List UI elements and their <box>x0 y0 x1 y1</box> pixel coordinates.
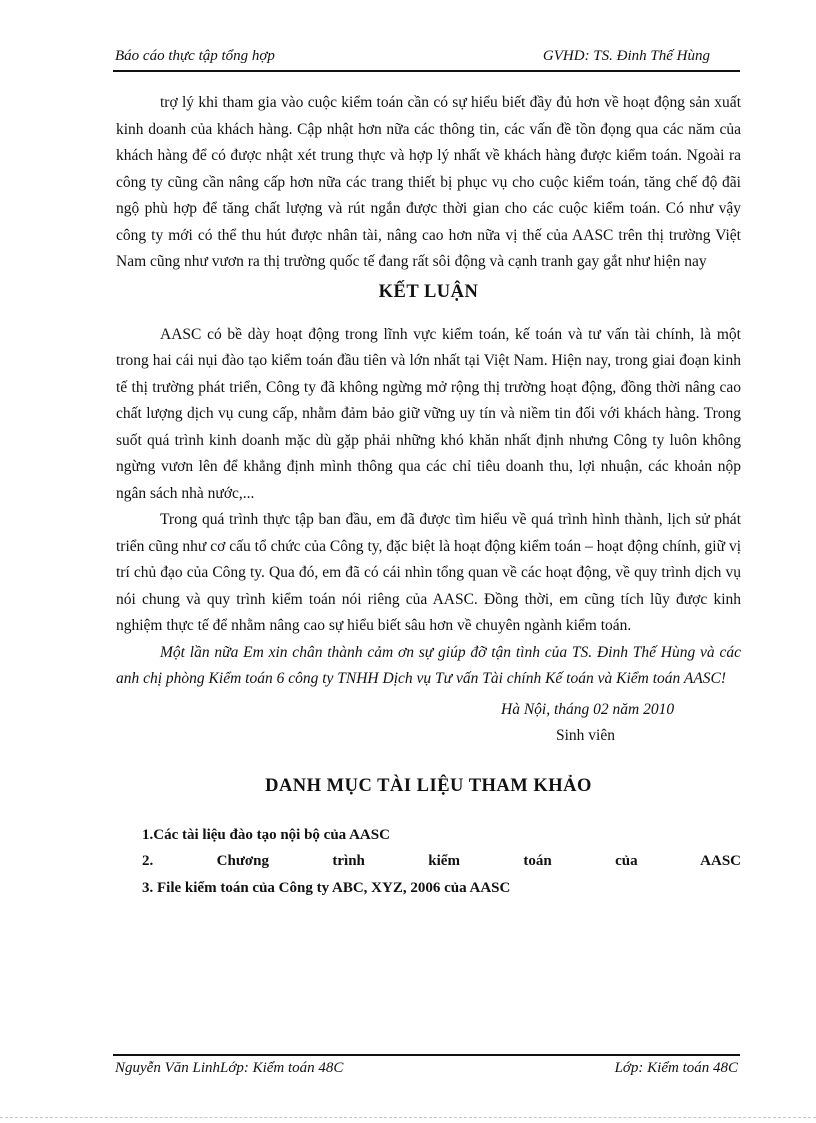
page-boundary-divider <box>0 1117 816 1118</box>
reference-item: 1.Các tài liệu đào tạo nội bộ của AASC <box>142 826 390 843</box>
reference-item: 3. File kiểm toán của Công ty ABC, XYZ, 2006 của AASC <box>142 879 511 896</box>
header-report-title: Báo cáo thực tập tổng hợp <box>115 48 275 64</box>
header-supervisor: GVHD: TS. Đinh Thế Hùng <box>542 48 710 64</box>
signer-label: Sinh viên <box>556 727 615 744</box>
footer-author: Nguyễn Văn LinhLớp: Kiểm toán 48C <box>115 1060 344 1076</box>
page-header <box>113 48 740 72</box>
conclusion-paragraph-1: AASC có bề dày hoạt động trong lĩnh vực kiểm toán, kế toán và tư vấn tài chính, là một trong hai cái nụi đào tạo kiểm toán đầu tiên và lớn nhất tại Việt Nam. Hiện nay, trong giai đoạn kinh tế thị trường phát triển, Công ty đã không ngừng mở rộng thị trường hoạt động, đồng thời nâng cao chất lượng dịch vụ cung cấp, nhằm đảm bảo giữ vững uy tín và niềm tin đối với khách hàng. Trong suốt quá trình kinh doanh mặc dù gặp phải những khó khăn nhất định nhưng Công ty luôn không ngừng vươn lên để khẳng định mình thông qua các chỉ tiêu doanh thu, lợi nhuận, các khoản nộp ngân sách nhà nước,... <box>116 325 741 502</box>
intro-paragraph: trợ lý khi tham gia vào cuộc kiểm toán cần có sự hiểu biết đầy đủ hơn về hoạt động sản xuất kinh doanh của khách hàng. Cập nhật hơn nữa các thông tin, các vấn đề tồn đọng qua các năm của khách hàng để có được nhật xét trung thực và hợp lý nhất về khách hàng được kiểm toán. Ngoài ra công ty cũng cần nâng cấp hơn nữa các trang thiết bị phục vụ cho cuộc kiểm toán, tăng chế độ đãi ngộ phù hợp để tăng chất lượng và rút ngắn được thời gian cho các cuộc kiểm toán. Có như vậy công ty mới có thể thu hút được nhân tài, nâng cao hơn nữa vị thế của AASC trên thị trường Việt Nam cũng như vươn ra thị trường quốc tế đang rất sôi động và cạnh tranh gay gắt như hiện nay <box>116 94 741 270</box>
page-footer <box>113 1054 740 1079</box>
reference-item: 2. Chương trình kiểm toán của AASC <box>142 853 741 869</box>
place-date: Hà Nội, tháng 02 năm 2010 <box>501 700 675 718</box>
thanks-paragraph: Một lần nữa Em xin chân thành cảm ơn sự giúp đỡ tận tình của TS. Đinh Thế Hùng và các anh chị phòng Kiểm toán 6 công ty TNHH Dịch vụ Tư vấn Tài chính Kế toán và Kiểm toán AASC! <box>116 643 741 687</box>
references-list <box>116 822 741 902</box>
conclusion-paragraph-2: Trong quá trình thực tập ban đầu, em đã được tìm hiểu về quá trình hình thành, lịch sử phát triển cũng như cơ cấu tổ chức của Công ty, đặc biệt là hoạt động kiểm toán – hoạt động chính, giữ vị trí chủ đạo của Công ty. Qua đó, em đã có cái nhìn tổng quan về các hoạt động, về quy trình dịch vụ nói chung và quy trình kiểm toán nói riêng của AASC. Đồng thời, em cũng tích lũy được kinh nghiệm thực tế để nhằm nâng cao sự hiểu biết sâu hơn về chuyên ngành kiểm toán. <box>116 511 741 634</box>
page-body <box>116 90 741 901</box>
references-heading: DANH MỤC TÀI LIỆU THAM KHẢO <box>265 775 592 796</box>
footer-class: Lớp: Kiểm toán 48C <box>614 1060 738 1076</box>
conclusion-heading: KẾT LUẬN <box>378 281 479 302</box>
